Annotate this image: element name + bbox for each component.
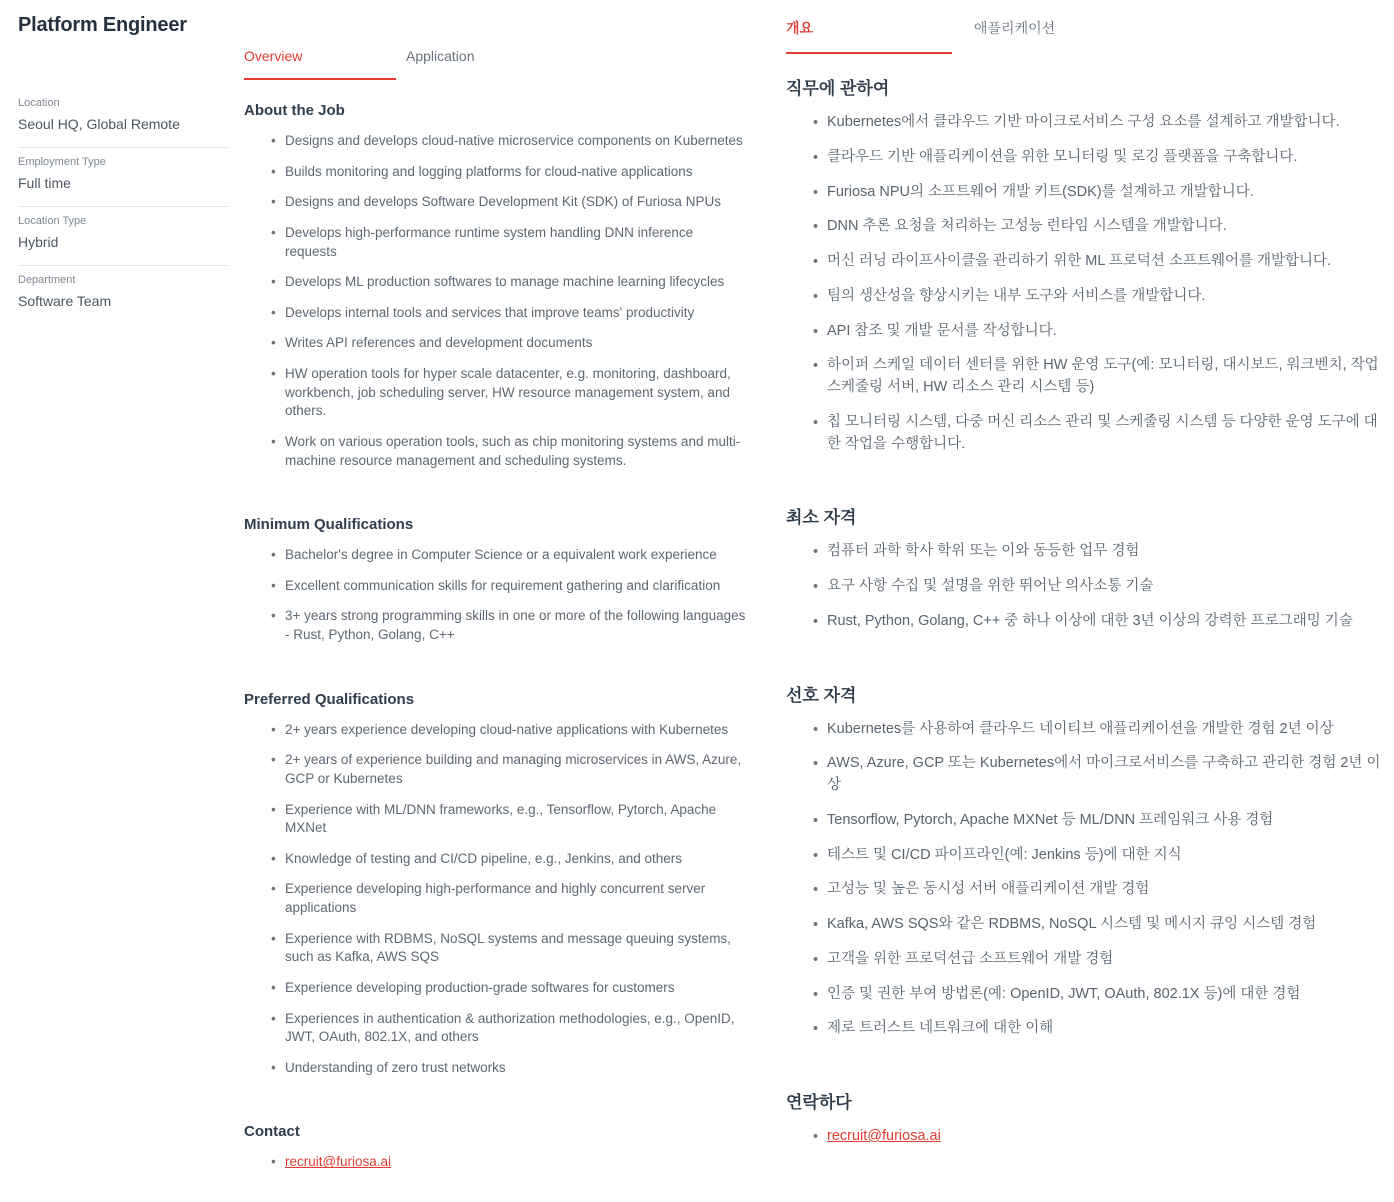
bullet-list bbox=[244, 546, 746, 645]
section-heading: 최소 자격 bbox=[786, 508, 857, 528]
bullet-item: • 머신 러닝 라이프사이클을 관리하기 위한 ML 프로덕션 소프트웨어를 개발합니다. bbox=[813, 251, 1384, 273]
section-about-the-job-en bbox=[244, 102, 746, 470]
bullet-list bbox=[786, 1126, 1384, 1148]
bullet-item: • AWS, Azure, GCP 또는 Kubernetes에서 마이크로서비스를 구축하고 관리한 경험 2년 이상 bbox=[813, 753, 1384, 797]
section-heading: Contact bbox=[244, 1123, 300, 1141]
bullet-item: • Work on various operation tools, such as chip monitoring systems and multi-machine resource management and scheduling systems. bbox=[271, 433, 746, 470]
bullet-item: • Experience with RDBMS, NoSQL systems and message queuing systems, such as Kafka, AWS SQS bbox=[271, 930, 746, 967]
bullet-item: • 고성능 및 높은 동시성 서버 애플리케이션 개발 경험 bbox=[813, 879, 1384, 901]
meta-label: Employment Type bbox=[18, 156, 106, 168]
bullet-item: • Kubernetes를 사용하여 클라우드 네이티브 애플리케이션을 개발한 경험 2년 이상 bbox=[813, 719, 1384, 741]
bullet-item: • Tensorflow, Pytorch, Apache MXNet 등 ML/DNN 프레임워크 사용 경험 bbox=[813, 810, 1384, 832]
section-heading: Minimum Qualifications bbox=[244, 516, 414, 534]
tab-overview-ko[interactable]: 개요 bbox=[786, 18, 952, 54]
link-item bbox=[271, 1153, 746, 1172]
section-heading: 연락하다 bbox=[786, 1093, 852, 1112]
meta-value: Hybrid bbox=[18, 234, 59, 250]
bullet-item: • Develops high-performance runtime system handling DNN inference requests bbox=[271, 224, 746, 261]
bullet-item: • 2+ years of experience building and managing microservices in AWS, Azure, GCP or Kubernetes bbox=[271, 751, 746, 788]
bullet-item: • 요구 사항 수집 및 설명을 위한 뛰어난 의사소통 기술 bbox=[813, 576, 1384, 598]
section-minimum-qualifications-en bbox=[244, 516, 746, 645]
meta-label: Department bbox=[18, 274, 76, 286]
tab-bar-ko bbox=[786, 18, 1384, 54]
bullet-item: • Designs and develops Software Development Kit (SDK) of Furiosa NPUs bbox=[271, 193, 746, 212]
meta-label: Location bbox=[18, 97, 60, 109]
meta-value: Software Team bbox=[18, 293, 112, 309]
bullet-item: • Kafka, AWS SQS와 같은 RDBMS, NoSQL 시스템 및 메시지 큐잉 시스템 경험 bbox=[813, 914, 1384, 936]
bullet-item: • 제로 트러스트 네트워크에 대한 이해 bbox=[813, 1018, 1384, 1040]
section-minimum-qualifications-ko bbox=[786, 503, 1384, 632]
contact-email-link[interactable]: recruit@furiosa.ai bbox=[827, 1128, 941, 1144]
link-item bbox=[813, 1126, 1384, 1148]
sections-en bbox=[244, 102, 746, 1172]
bullet-item: • Experiences in authentication & authorization methodologies, e.g., OpenID, JWT, OAuth, 802.1X, and others bbox=[271, 1010, 746, 1047]
job-meta-item bbox=[18, 266, 228, 324]
job-sidebar bbox=[18, 14, 228, 324]
bullet-item: • Furiosa NPU의 소프트웨어 개발 키트(SDK)를 설계하고 개발합니다. bbox=[813, 182, 1384, 204]
bullet-item: • 테스트 및 CI/CD 파이프라인(예: Jenkins 등)에 대한 지식 bbox=[813, 845, 1384, 867]
bullet-item: • 클라우드 기반 애플리케이션을 위한 모니터링 및 로깅 플랫폼을 구축합니다. bbox=[813, 147, 1384, 169]
bullet-item: • DNN 추론 요청을 처리하는 고성능 런타임 시스템을 개발합니다. bbox=[813, 216, 1384, 238]
tab-application-ko[interactable]: 애플리케이션 bbox=[974, 20, 1056, 36]
bullet-item: • Knowledge of testing and CI/CD pipeline, e.g., Jenkins, and others bbox=[271, 850, 746, 869]
bullet-item: • 인증 및 권한 부여 방법론(예: OpenID, JWT, OAuth, 802.1X 등)에 대한 경험 bbox=[813, 984, 1384, 1006]
section-heading: 선호 자격 bbox=[786, 685, 857, 705]
bullet-item: • 컴퓨터 과학 학사 학위 또는 이와 동등한 업무 경험 bbox=[813, 541, 1384, 563]
meta-value: Seoul HQ, Global Remote bbox=[18, 116, 180, 132]
bullet-item: • 칩 모니터링 시스템, 다중 머신 리소스 관리 및 스케줄링 시스템 등 다양한 운영 도구에 대한 작업을 수행합니다. bbox=[813, 412, 1384, 456]
job-meta-item bbox=[18, 207, 228, 266]
section-about-the-job-ko bbox=[786, 74, 1384, 455]
bullet-item: • Kubernetes에서 클라우드 기반 마이크로서비스 구성 요소를 설계하고 개발합니다. bbox=[813, 112, 1384, 134]
bullet-list bbox=[786, 719, 1384, 1041]
bullet-item: • Develops ML production softwares to manage machine learning lifecycles bbox=[271, 273, 746, 292]
bullet-item: • Experience developing high-performance and highly concurrent server applications bbox=[271, 880, 746, 917]
section-heading: About the Job bbox=[244, 102, 345, 119]
bullet-list bbox=[786, 541, 1384, 632]
section-preferred-qualifications-ko bbox=[786, 681, 1384, 1041]
bullet-item: • 하이퍼 스케일 데이터 센터를 위한 HW 운영 도구(예: 모니터링, 대시보드, 워크벤치, 작업 스케줄링 서버, HW 리소스 관리 시스템 등) bbox=[813, 355, 1384, 399]
bullet-item: • 3+ years strong programming skills in one or more of the following languages - Rust, Python, Golang, C++ bbox=[271, 607, 746, 644]
tab-bar-en bbox=[244, 48, 746, 80]
bullet-item: • Excellent communication skills for requirement gathering and clarification bbox=[271, 577, 746, 596]
bullet-item: • Writes API references and development documents bbox=[271, 334, 746, 353]
bullet-item: • Builds monitoring and logging platforms for cloud-native applications bbox=[271, 163, 746, 182]
job-meta-item bbox=[18, 148, 228, 207]
bullet-item: • Designs and develops cloud-native microservice components on Kubernetes bbox=[271, 132, 746, 151]
bullet-list bbox=[244, 1153, 746, 1172]
bullet-item: • Experience developing production-grade softwares for customers bbox=[271, 979, 746, 998]
bullet-item: • HW operation tools for hyper scale datacenter, e.g. monitoring, dashboard, workbench, job scheduling server, HW resource management system, and others. bbox=[271, 365, 746, 421]
bullet-list bbox=[244, 132, 746, 470]
section-heading: Preferred Qualifications bbox=[244, 690, 415, 708]
meta-label: Location Type bbox=[18, 215, 87, 227]
bullet-item: • Rust, Python, Golang, C++ 중 하나 이상에 대한 3년 이상의 강력한 프로그래밍 기술 bbox=[813, 611, 1384, 633]
section-contact-ko bbox=[786, 1088, 1384, 1148]
job-column-english bbox=[244, 14, 746, 1172]
job-column-korean bbox=[786, 14, 1384, 1148]
meta-value: Full time bbox=[18, 175, 71, 191]
bullet-item: • 팀의 생산성을 향상시키는 내부 도구와 서비스를 개발합니다. bbox=[813, 286, 1384, 308]
bullet-item: • Understanding of zero trust networks bbox=[271, 1059, 746, 1078]
section-contact-en bbox=[244, 1123, 746, 1172]
bullet-item: • 2+ years experience developing cloud-native applications with Kubernetes bbox=[271, 721, 746, 740]
bullet-item: • 고객을 위한 프로덕션급 소프트웨어 개발 경험 bbox=[813, 949, 1384, 971]
section-heading: 직무에 관하여 bbox=[786, 79, 890, 98]
job-title: Platform Engineer bbox=[18, 14, 187, 36]
bullet-list bbox=[244, 721, 746, 1078]
bullet-item: • Experience with ML/DNN frameworks, e.g., Tensorflow, Pytorch, Apache MXNet bbox=[271, 801, 746, 838]
bullet-list bbox=[786, 112, 1384, 455]
tab-overview-en[interactable]: Overview bbox=[244, 48, 396, 80]
sections-ko bbox=[786, 74, 1384, 1148]
contact-email-link[interactable]: recruit@furiosa.ai bbox=[285, 1154, 391, 1170]
section-preferred-qualifications-en bbox=[244, 691, 746, 1078]
job-meta-item bbox=[18, 89, 228, 148]
job-meta bbox=[18, 89, 228, 324]
bullet-item: • Develops internal tools and services that improve teams' productivity bbox=[271, 304, 746, 323]
bullet-item: • API 참조 및 개발 문서를 작성합니다. bbox=[813, 321, 1384, 343]
bullet-item: • Bachelor's degree in Computer Science or a equivalent work experience bbox=[271, 546, 746, 565]
tab-application-en[interactable]: Application bbox=[406, 48, 475, 64]
